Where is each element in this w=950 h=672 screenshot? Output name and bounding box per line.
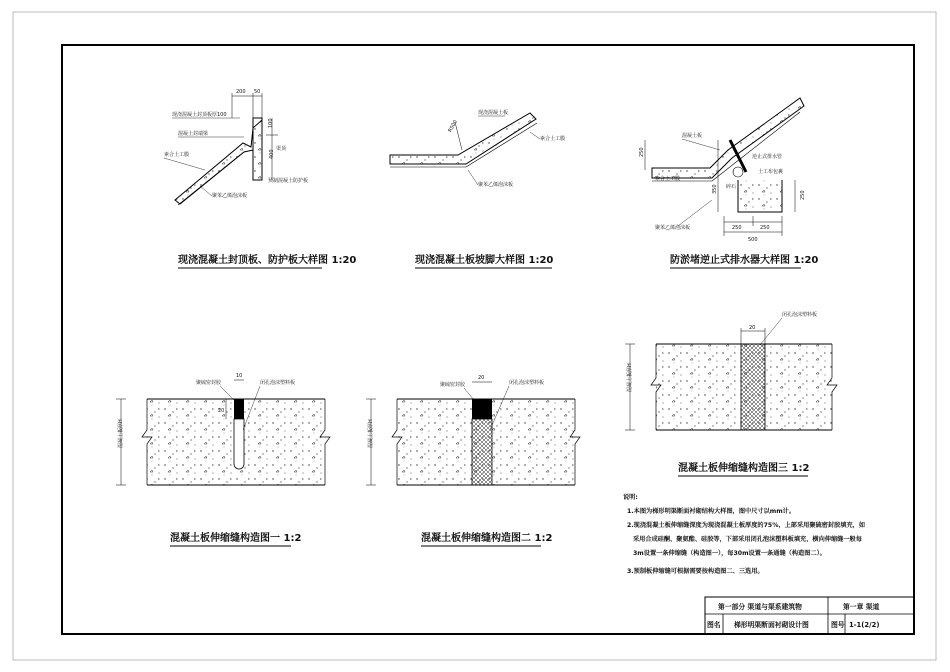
detail-c-dim-3: 250: [800, 190, 806, 200]
detail-a-title: 现浇混凝土封顶板、防护板大样图 1:20: [178, 255, 357, 266]
detail-c-dim-2: 350: [712, 184, 718, 194]
joint-3-label-2: 混凝土板厚H: [627, 363, 633, 392]
detail-a-label-6: 渠顶: [276, 146, 287, 152]
detail-c-label-3: 聚苯乙烯泡沫板: [655, 225, 691, 231]
detail-c-label-4: 逆止式排水管: [752, 154, 783, 160]
detail-b-label-3: 聚苯乙烯泡沫板: [478, 182, 514, 188]
joint-3-label-1: 闭孔泡沫塑料板: [782, 312, 818, 318]
joint-2-dim-1: 20: [478, 375, 485, 381]
detail-b-dim-1: R500: [447, 119, 459, 134]
detail-c-dim-1: 250: [639, 147, 645, 157]
detail-c-dim-4: 250: [732, 225, 742, 231]
title-block-chapter: 第一章 渠道: [843, 603, 880, 611]
detail-b-title: 现浇混凝土板坡脚大样图 1:20: [415, 255, 554, 266]
detail-c-dim-6: 500: [748, 237, 758, 243]
detail-c-dim-5: 250: [760, 225, 770, 231]
notes: [623, 493, 865, 575]
detail-a-label-5: 预制混凝土防护板: [268, 178, 309, 184]
note-line-4: 3m设置一条伸缩缝（构造图一），每30m设置一条通缝（构造图二）。: [633, 550, 826, 557]
title-block-drawing-name: 梯形明渠断面衬砌设计图: [734, 621, 809, 629]
title-block-number: 1-1(2/2): [849, 621, 880, 629]
joint-2: [366, 375, 580, 546]
detail-b-label-1: 现浇混凝土板: [478, 110, 509, 116]
title-block-part: 第一部分 渠道与渠系建筑物: [718, 603, 802, 611]
joint-2-label-1: 聚硫密封胶: [440, 382, 466, 388]
note-line-2: 2.现浇混凝土板伸缩缝深度为现浇混凝土板厚度的75%，上部采用聚硫密封胶填充，如: [627, 522, 866, 529]
detail-c: [639, 98, 818, 268]
title-block-name-label: 图名: [707, 621, 721, 629]
detail-c-label-2: 素合土工膜: [655, 176, 681, 182]
joint-2-label-3: 混凝土板厚H: [368, 419, 374, 448]
joint-1-dim-1: 10: [236, 373, 243, 379]
joint-3: [625, 311, 837, 476]
detail-a-dim-3: 100: [268, 118, 274, 128]
detail-a-label-3: 素合土工膜: [164, 152, 190, 158]
detail-c-label-6: 碎石: [726, 184, 737, 190]
title-block: [705, 597, 914, 634]
joint-3-title: 混凝土板伸缩缝构造图三 1:2: [678, 463, 810, 474]
joint-3-dim-1: 20: [749, 325, 756, 331]
joint-1-label-1: 聚硫密封胶: [196, 380, 222, 386]
joint-2-title: 混凝土板伸缩缝构造图二 1:2: [421, 533, 553, 544]
detail-b-label-2: 素合土工膜: [540, 136, 566, 142]
notes-heading: 说明:: [623, 494, 638, 501]
detail-b: [390, 109, 565, 268]
note-line-1: 1.本图为梯形明渠断面衬砌结构大样图，图中尺寸以mm计。: [627, 508, 796, 515]
detail-a: [164, 89, 356, 268]
detail-a-dim-2: 50: [254, 89, 261, 95]
joint-1-label-3: 混凝土板厚H: [118, 419, 124, 448]
note-line-3: 采用合成硅酮、聚氨酯、硅胶等，下部采用闭孔泡沫塑料板填充，横向伸缩缝一般每: [633, 536, 862, 543]
note-line-5: 3.预制板伸缩缝可根据需要按构造图二、三选用。: [627, 568, 764, 575]
detail-c-title: 防淤堵逆止式排水器大样图 1:20: [670, 255, 819, 266]
title-block-number-label: 图号: [831, 621, 845, 629]
joint-1: [116, 373, 330, 546]
detail-a-label-2: 混凝土封端梁: [178, 131, 209, 137]
joint-1-title: 混凝土板伸缩缝构造图一 1:2: [170, 533, 302, 544]
detail-c-label-1: 混凝土板: [682, 133, 703, 139]
detail-a-dim-1: 200: [236, 89, 246, 95]
detail-a-dim-4: 400: [269, 149, 275, 159]
joint-2-label-2: 闭孔泡沫塑料板: [509, 380, 545, 386]
joint-1-label-2: 闭孔泡沫塑料板: [260, 380, 296, 386]
detail-a-label-4: 聚苯乙烯泡沫板: [212, 193, 248, 199]
detail-c-label-5: 土工布包裹: [758, 169, 784, 175]
detail-a-label-1: 现浇混凝土封顶板厚100: [172, 112, 227, 118]
joint-1-dim-2: 20: [218, 408, 225, 414]
